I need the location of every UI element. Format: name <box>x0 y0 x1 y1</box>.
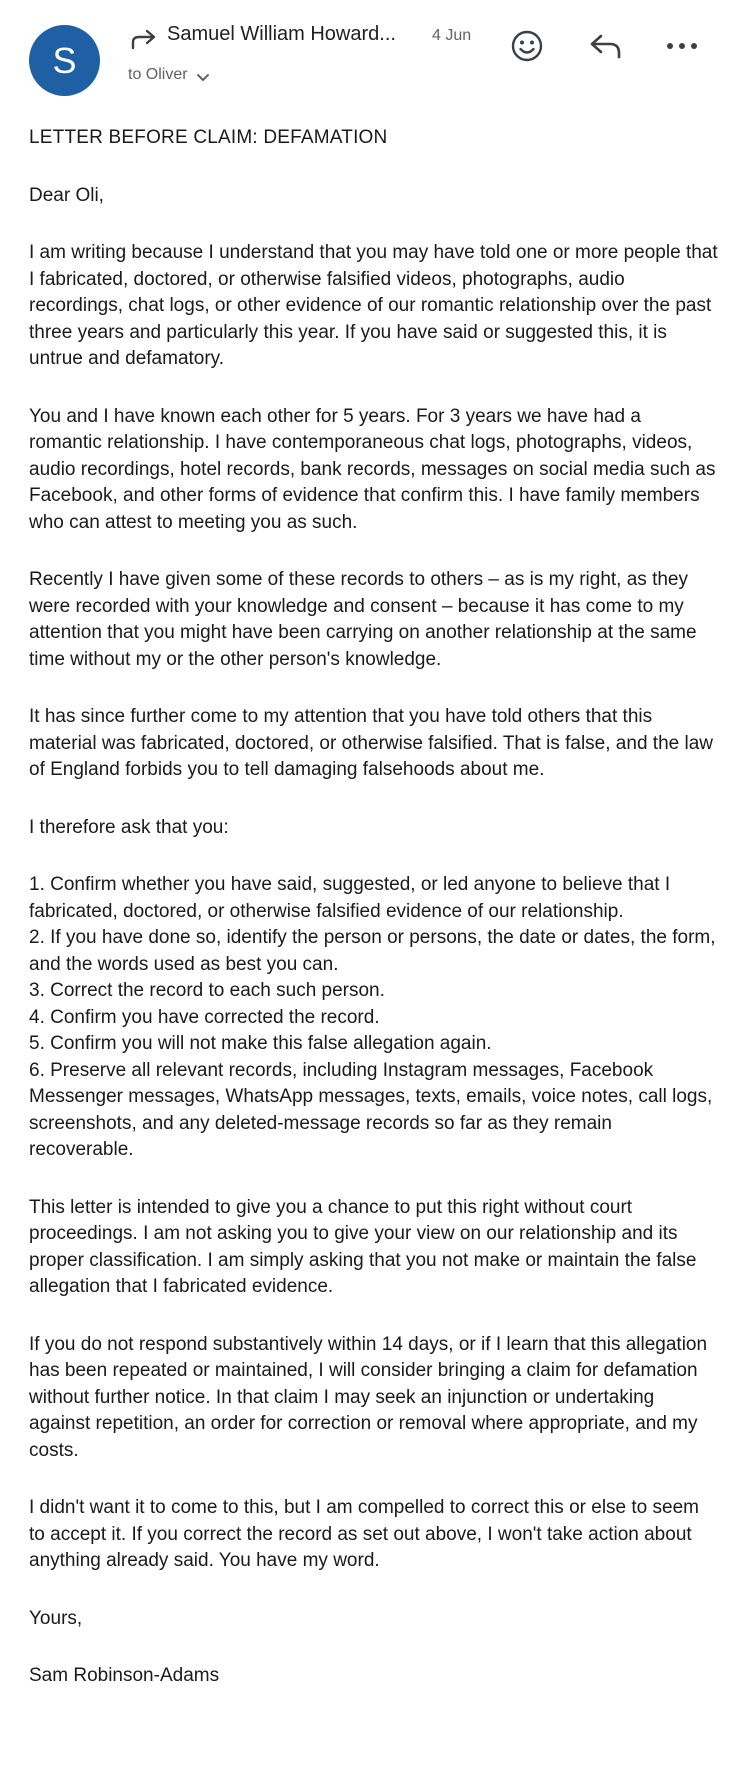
email-header <box>0 0 732 112</box>
body-paragraph: I am writing because I understand that you may have told one or more people that I fabricated, doctored, or otherwise falsified videos, photographs, audio recordings, chat logs, or other evidence of our romantic relationship over the past three years and particularly this year. If you have said or suggested this, it is untrue and defamatory. <box>29 242 718 369</box>
email-date: 4 Jun <box>432 27 472 44</box>
letter-signoff: Yours, <box>29 1607 83 1629</box>
request-item: 6. Preserve all relevant records, including Instagram messages, Facebook Messenger messages, WhatsApp messages, texts, emails, voice notes, call logs, screenshots, and any deleted-message records so far as they remain recoverable. <box>29 1059 713 1160</box>
request-item: 4. Confirm you have corrected the record. <box>29 1006 380 1028</box>
closing-paragraph: This letter is intended to give you a chance to put this right without court proceedings. I am not asking you to give your view on our relationship and its proper classification. I am simply asking that you not make or maintain the false allegation that I fabricated evidence. <box>29 1196 697 1297</box>
chevron-down-icon <box>196 73 210 83</box>
add-reaction-button[interactable] <box>505 24 549 68</box>
more-options-icon <box>665 41 699 51</box>
request-item: 3. Correct the record to each such person. <box>29 980 385 1001</box>
request-item: 1. Confirm whether you have said, suggested, or led anyone to believe that I fabricated, doctored, or otherwise falsified evidence of our relationship. <box>29 874 671 922</box>
more-options-button[interactable] <box>660 24 704 68</box>
request-list <box>29 872 719 1164</box>
recipient-toggle[interactable] <box>128 66 210 84</box>
letter-title: LETTER BEFORE CLAIM: DEFAMATION <box>29 127 388 148</box>
sender-avatar[interactable] <box>29 25 100 96</box>
body-paragraph: You and I have known each other for 5 years. For 3 years we have had a romantic relationship. I have contemporaneous chat logs, photographs, videos, audio recordings, hotel records, bank records, messages on social media such as Facebook, and other forms of evidence that confirm this. I have family members who can attest to meeting you as such. <box>29 405 716 533</box>
body-paragraph: It has since further come to my attention that you have told others that this material was fabricated, doctored, or otherwise falsified. That is false, and the law of England forbids you to tell damaging falsehoods about me. <box>29 706 713 780</box>
recipient-label: to Oliver <box>128 66 188 83</box>
avatar-letter: S <box>52 39 77 81</box>
reply-button[interactable] <box>584 24 628 68</box>
reply-icon <box>588 31 624 61</box>
request-item: 5. Confirm you will not make this false allegation again. <box>29 1033 492 1054</box>
letter-signature: Sam Robinson-Adams <box>29 1665 220 1686</box>
closing-paragraph: If you do not respond substantively within 14 days, or if I learn that this allegation has been repeated or maintained, I will consider bringing a claim for defamation without further notice. In that claim I may seek an injunction or undertaking against repetition, an order for correction or removal where appropriate, and my costs. <box>29 1333 708 1461</box>
forward-arrow-icon <box>129 28 159 52</box>
request-item: 2. If you have done so, identify the person or persons, the date or dates, the form, and the words used as best you can. <box>29 927 716 975</box>
closing-paragraph: I didn't want it to come to this, but I am compelled to correct this or else to seem to accept it. If you correct the record as set out above, I won't take action about anything already said. You have my word. <box>29 1497 699 1571</box>
body-paragraph: Recently I have given some of these records to others – as is my right, as they were recorded with your knowledge and consent – because it has come to my attention that you might have been carrying on another relationship at the same time without my or the other person's knowledge. <box>29 569 697 670</box>
letter-greeting: Dear Oli, <box>29 184 104 206</box>
smiley-icon <box>510 29 544 63</box>
sender-name[interactable]: Samuel William Howard... <box>167 23 396 45</box>
email-body <box>29 125 719 1721</box>
body-paragraph: I therefore ask that you: <box>29 816 229 838</box>
